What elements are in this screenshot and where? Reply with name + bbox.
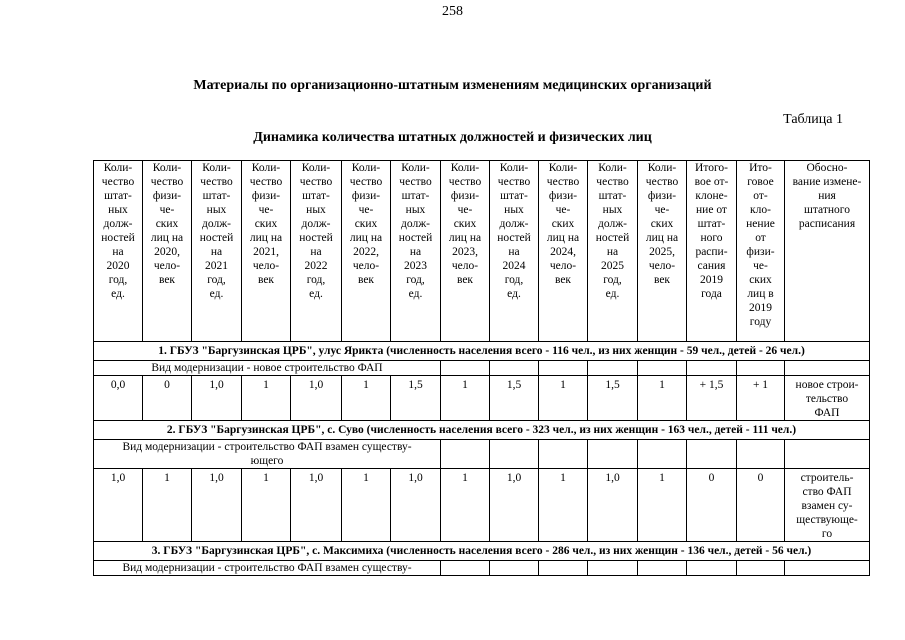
column-header: Коли- чество штат- ных долж- ностей на 2020 год, ед. xyxy=(94,161,143,342)
value-cell: 1 xyxy=(143,469,192,542)
value-cell: 0 xyxy=(737,469,785,542)
column-header: Итого- вое от- клоне- ние от штат- ного распи- сания 2019 года xyxy=(687,161,737,342)
empty-cell xyxy=(638,561,687,576)
modernization-type: Вид модернизации - строительство ФАП взамен существу- xyxy=(94,561,441,576)
empty-cell xyxy=(687,440,737,469)
page-number: 258 xyxy=(442,4,463,19)
column-header: Коли- чество физи- че- ских лиц на 2020, чело- век xyxy=(143,161,192,342)
value-cell: строитель- ство ФАП взамен су- ществующе- го xyxy=(785,469,870,542)
organization-row xyxy=(94,542,870,561)
empty-cell xyxy=(490,440,539,469)
column-header: Ито- говое от- кло- нение от физи- че- ских лиц в 2019 году xyxy=(737,161,785,342)
organization-row xyxy=(94,421,870,440)
empty-cell xyxy=(737,561,785,576)
staff-dynamics-table xyxy=(93,160,870,576)
value-cell: 1,0 xyxy=(94,469,143,542)
column-header: Коли- чество штат- ных долж- ностей на 2023 год, ед. xyxy=(391,161,441,342)
value-cell: 1,0 xyxy=(490,469,539,542)
empty-cell xyxy=(638,440,687,469)
document-title: Материалы по организационно-штатным изменениям медицинских организаций xyxy=(193,78,712,93)
empty-cell xyxy=(588,361,638,376)
value-cell: 1,5 xyxy=(490,376,539,421)
value-cell: 0 xyxy=(687,469,737,542)
empty-cell xyxy=(490,561,539,576)
column-header: Обосно- вание измене- ния штатного расписания xyxy=(785,161,870,342)
modernization-row xyxy=(94,361,870,376)
empty-cell xyxy=(737,361,785,376)
empty-cell xyxy=(785,440,870,469)
organization-title: 1. ГБУЗ "Баргузинская ЦРБ", улус Ярикта (численность населения всего - 116 чел., из них женщин - 59 чел., детей - 26 чел.) xyxy=(94,342,870,361)
value-cell: 1 xyxy=(539,469,588,542)
empty-cell xyxy=(737,440,785,469)
organization-title: 2. ГБУЗ "Баргузинская ЦРБ", с. Суво (численность населения всего - 323 чел., из них женщин - 163 чел., детей - 111 чел.) xyxy=(94,421,870,440)
empty-cell xyxy=(638,361,687,376)
value-cell: 1 xyxy=(242,376,291,421)
empty-cell xyxy=(687,561,737,576)
empty-cell xyxy=(539,440,588,469)
empty-cell xyxy=(490,361,539,376)
value-cell: 0 xyxy=(143,376,192,421)
empty-cell xyxy=(785,361,870,376)
column-header: Коли- чество физи- че- ских лиц на 2021, чело- век xyxy=(242,161,291,342)
value-cell: 1 xyxy=(441,376,490,421)
empty-cell xyxy=(687,361,737,376)
value-cell: 0,0 xyxy=(94,376,143,421)
value-cell: 1 xyxy=(342,469,391,542)
modernization-row xyxy=(94,440,870,469)
organization-row xyxy=(94,342,870,361)
header-row xyxy=(94,161,870,342)
empty-cell xyxy=(539,561,588,576)
table-label: Таблица 1 xyxy=(783,112,843,127)
value-cell: 1,0 xyxy=(192,469,242,542)
empty-cell xyxy=(588,440,638,469)
modernization-type: Вид модернизации - строительство ФАП взамен существу- ющего xyxy=(94,440,441,469)
column-header: Коли- чество физи- че- ских лиц на 2025, чело- век xyxy=(638,161,687,342)
column-header: Коли- чество физи- че- ских лиц на 2022, чело- век xyxy=(342,161,391,342)
value-cell: 1,5 xyxy=(391,376,441,421)
modernization-row xyxy=(94,561,870,576)
value-cell: 1 xyxy=(638,469,687,542)
value-cell: 1,0 xyxy=(192,376,242,421)
table-title: Динамика количества штатных должностей и физических лиц xyxy=(253,130,652,145)
value-cell: 1 xyxy=(638,376,687,421)
organization-title: 3. ГБУЗ "Баргузинская ЦРБ", с. Максимиха (численность населения всего - 286 чел., из них женщин - 136 чел., детей - 56 чел.) xyxy=(94,542,870,561)
empty-cell xyxy=(588,561,638,576)
value-cell: 1 xyxy=(441,469,490,542)
value-cell: + 1 xyxy=(737,376,785,421)
value-cell: 1,5 xyxy=(588,376,638,421)
column-header: Коли- чество штат- ных долж- ностей на 2021 год, ед. xyxy=(192,161,242,342)
value-cell: 1,0 xyxy=(588,469,638,542)
column-header: Коли- чество штат- ных долж- ностей на 2025 год, ед. xyxy=(588,161,638,342)
modernization-type: Вид модернизации - новое строительство ФАП xyxy=(94,361,441,376)
values-row xyxy=(94,469,870,542)
value-cell: 1 xyxy=(539,376,588,421)
value-cell: 1,0 xyxy=(291,376,342,421)
value-cell: 1 xyxy=(242,469,291,542)
values-row xyxy=(94,376,870,421)
empty-cell xyxy=(441,561,490,576)
empty-cell xyxy=(785,561,870,576)
empty-cell xyxy=(539,361,588,376)
column-header: Коли- чество штат- ных долж- ностей на 2022 год, ед. xyxy=(291,161,342,342)
column-header: Коли- чество физи- че- ских лиц на 2024, чело- век xyxy=(539,161,588,342)
value-cell: + 1,5 xyxy=(687,376,737,421)
column-header: Коли- чество штат- ных долж- ностей на 2024 год, ед. xyxy=(490,161,539,342)
value-cell: 1 xyxy=(342,376,391,421)
value-cell: 1,0 xyxy=(291,469,342,542)
empty-cell xyxy=(441,440,490,469)
empty-cell xyxy=(441,361,490,376)
value-cell: 1,0 xyxy=(391,469,441,542)
column-header: Коли- чество физи- че- ских лиц на 2023, чело- век xyxy=(441,161,490,342)
value-cell: новое строи- тельство ФАП xyxy=(785,376,870,421)
